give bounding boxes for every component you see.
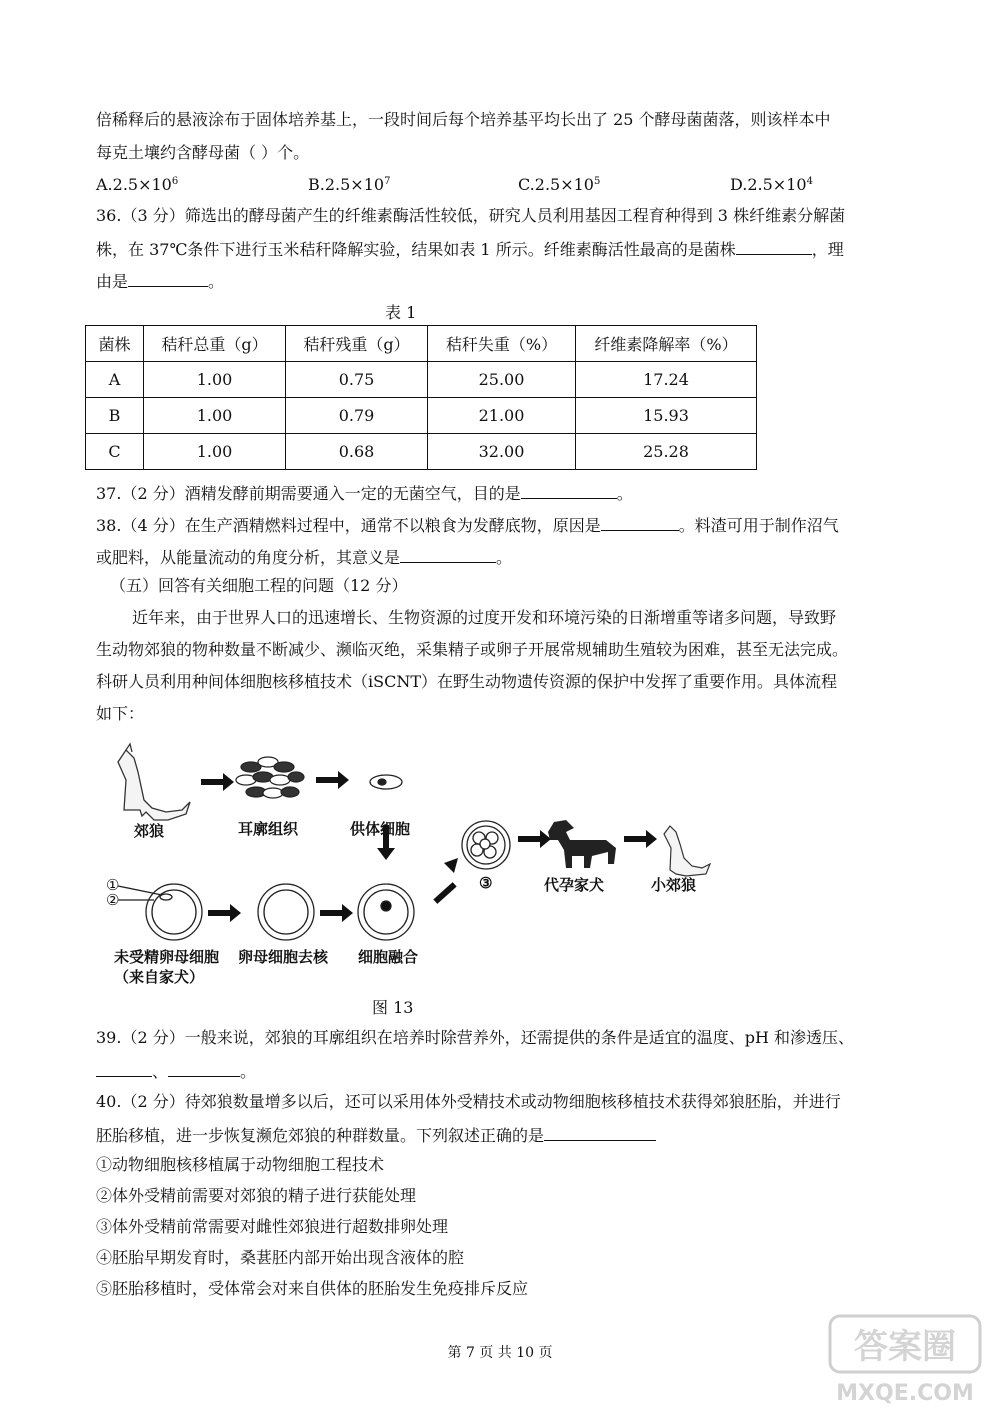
label-donor-cell: 供体细胞 (350, 820, 411, 838)
q38-line2: 或肥料，从能量流动的角度分析，其意义是 。 (96, 548, 513, 567)
ear-tissue-drawing (236, 757, 304, 798)
q40-statement-1: ①动物细胞核移植属于动物细胞工程技术 (96, 1155, 385, 1174)
watermark-top-text: 答案圈 (854, 1327, 956, 1367)
q40-statement-2: ②体外受精前需要对郊狼的精子进行获能处理 (96, 1186, 417, 1205)
q38-line1: 38.（4 分）在生产酒精燃料过程中，通常不以粮食为发酵底物，原因是 。料渣可用于制作沼气 (96, 516, 839, 535)
watermark-bottom-text: MXQE.COM (836, 1381, 974, 1406)
table-cell: 1.00 (144, 398, 286, 434)
section-title: （五）回答有关细胞工程的问题（12 分） (110, 576, 408, 595)
table-cell: C (86, 434, 144, 470)
table-cell: 0.79 (286, 398, 428, 434)
q36-line1: 36.（3 分）筛选出的酵母菌产生的纤维素酶活性较低，研究人员利用基因工程育种得到 3 株纤维素分解菌 (96, 206, 846, 225)
q40-statement-4: ④胚胎早期发育时，桑葚胚内部开始出现含液体的腔 (96, 1248, 465, 1267)
label-ear-tissue: 耳廓组织 (238, 820, 299, 838)
label-embryo: ③ (479, 874, 493, 892)
table-row (86, 434, 757, 470)
table-header-cell: 秸秆残重（g） (286, 326, 428, 362)
label-oocyte: 未受精卵母细胞 (114, 948, 220, 966)
table-header-cell: 菌株 (86, 326, 144, 362)
table-cell: A (86, 362, 144, 398)
q37-line: 37.（2 分）酒精发酵前期需要通入一定的无菌空气，目的是 。 (96, 484, 633, 503)
table-cell: 32.00 (428, 434, 576, 470)
q36-line3: 由是 。 (96, 272, 225, 291)
table-cell: 0.75 (286, 362, 428, 398)
figure13-diagram (96, 740, 736, 990)
table-cell: 21.00 (428, 398, 576, 434)
page-footer: 第 7 页 共 10 页 (447, 1345, 553, 1361)
label-pup-coyote: 小郊狼 (651, 876, 697, 894)
donor-cell-drawing (370, 775, 402, 789)
q36-line2: 株，在 37℃条件下进行玉米秸秆降解实验，结果如表 1 所示。纤维素酶活性最高的是菌株 ，理 (96, 240, 844, 259)
label-marker-1: ① (106, 876, 120, 894)
surrogate-dog-drawing (548, 820, 616, 868)
table1 (85, 325, 757, 470)
section-paragraph-line: 科研人员利用种间体细胞核移植技术（iSCNT）在野生动物遗传资源的保护中发挥了重要作用。具体流程 (96, 672, 837, 691)
table-row (86, 362, 757, 398)
section-paragraph-line: 如下： (96, 704, 145, 723)
q40-line2: 胚胎移植，进一步恢复濒危郊狼的种群数量。下列叙述正确的是 (96, 1124, 656, 1146)
enucleated-oocyte-drawing (258, 884, 314, 940)
section-paragraph-line: 近年来，由于世界人口的迅速增长、生物资源的过度开发和环境污染的日渐增重等诸多问题，导致野 (132, 608, 837, 627)
table-cell: B (86, 398, 144, 434)
table-header-cell: 秸秆总重（g） (144, 326, 286, 362)
pup-coyote-drawing (664, 826, 710, 876)
label-coyote: 郊狼 (134, 822, 165, 840)
label-surrogate-dog: 代孕家犬 (544, 876, 605, 894)
q39-line1: 39.（2 分）一般来说，郊狼的耳廓组织在培养时除营养外，还需提供的条件是适宜的温度、pH 和渗透压、 (96, 1028, 854, 1047)
figure13-caption: 图 13 (372, 998, 414, 1017)
table-cell: 25.28 (576, 434, 757, 470)
label-from-dog: （来自家犬） (114, 968, 205, 986)
q35-option-d: $D.2.5\times 10^4$ (730, 175, 813, 194)
q40-statement-5: ⑤胚胎移植时，受体常会对来自供体的胚胎发生免疫排斥反应 (96, 1279, 529, 1298)
table-header-cell: 纤维素降解率（%） (576, 326, 757, 362)
q40-statement-3: ③体外受精前常需要对雌性郊狼进行超数排卵处理 (96, 1217, 449, 1236)
label-enucleate: 卵母细胞去核 (238, 948, 329, 966)
q40-line1: 40.（2 分）待郊狼数量增多以后，还可以采用体外受精技术或动物细胞核移植技术获得郊狼胚胎，并进行 (96, 1092, 841, 1111)
table-cell: 1.00 (144, 434, 286, 470)
embryo-drawing (462, 821, 510, 869)
oocyte-drawing (118, 884, 202, 940)
q35-line1: 倍稀释后的悬液涂布于固体培养基上，一段时间后每个培养基平均长出了 25 个酵母菌菌落，则该样本中 (96, 110, 831, 129)
section-paragraph-line: 生动物郊狼的物种数量不断减少、濒临灭绝，采集精子或卵子开展常规辅助生殖较为困难，甚至无法完成。 (96, 640, 849, 659)
label-marker-2: ② (106, 891, 120, 909)
table-header-row (86, 326, 757, 362)
fused-cell-drawing (358, 884, 414, 940)
q35-option-c: $C.2.5\times 10^5$ (518, 175, 601, 194)
table-cell: 17.24 (576, 362, 757, 398)
coyote-drawing (118, 744, 190, 820)
table-cell: 25.00 (428, 362, 576, 398)
label-fusion: 细胞融合 (358, 948, 419, 966)
q35-line2: 每克土壤约含酵母菌（ ）个。 (96, 143, 310, 162)
q35-option-b: $B.2.5\times 10^7$ (308, 175, 391, 194)
q39-line2: 、 。 (96, 1060, 256, 1082)
table-header-cell: 秸秆失重（%） (428, 326, 576, 362)
table-cell: 15.93 (576, 398, 757, 434)
table1-caption: 表 1 (385, 303, 417, 322)
watermark-logo (820, 1310, 990, 1410)
table-cell: 0.68 (286, 434, 428, 470)
table-row (86, 398, 757, 434)
q35-option-a: $A.2.5\times 10^6$ (96, 175, 179, 194)
table-cell: 1.00 (144, 362, 286, 398)
